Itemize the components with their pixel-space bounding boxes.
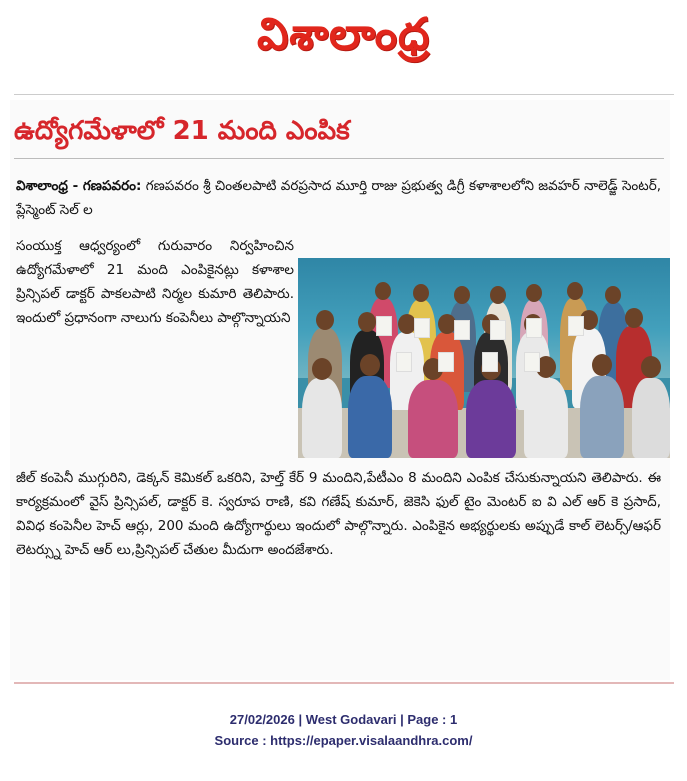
clipped-next-article-edge xyxy=(14,682,674,690)
article-text-top: గణపవరం శ్రీ చింతలపాటి వరప్రసాద మూర్తి రాజు ప్రభుత్వ డిగ్రీ కళాశాలలోని జవహర్ నాలెడ్జ్ సెంటర్, ప్లేస్మెంట్ సెల్ ల xyxy=(16,178,661,218)
photo-certificate xyxy=(414,318,430,338)
photo-person-head xyxy=(592,354,612,376)
photo-person-head xyxy=(641,356,661,378)
photo-certificate xyxy=(524,352,540,372)
photo-person-head xyxy=(375,282,391,300)
photo-person xyxy=(466,380,516,458)
group-photo xyxy=(298,258,670,458)
photo-person-head xyxy=(312,358,332,380)
footer-source-link[interactable]: Source : https://epaper.visalaandhra.com/ xyxy=(214,733,473,748)
article-headline: ఉద్యోగమేళాలో 21 మంది ఎంపిక xyxy=(14,116,350,146)
photo-person-head xyxy=(605,286,621,304)
photo-certificate xyxy=(482,352,498,372)
footer-dateline: 27/02/2026 | West Godavari | Page : 1 xyxy=(229,712,458,727)
photo-person-head xyxy=(413,284,429,302)
article-paragraph-top xyxy=(16,174,661,226)
photo-person-head xyxy=(567,282,583,300)
photo-certificate xyxy=(376,316,392,336)
photo-person-head xyxy=(316,310,334,330)
photo-person-head xyxy=(358,312,376,332)
photo-person xyxy=(302,378,342,458)
newspaper-logo: విశాలాంధ్ర xyxy=(256,9,431,60)
photo-certificate xyxy=(438,352,454,372)
photo-person xyxy=(524,378,568,458)
photo-person-head xyxy=(360,354,380,376)
photo-person-head xyxy=(490,286,506,304)
photo-person xyxy=(348,376,392,458)
photo-person xyxy=(580,376,624,458)
photo-certificate xyxy=(490,320,506,340)
photo-certificate xyxy=(454,320,470,340)
photo-person-head xyxy=(526,284,542,302)
photo-person-head xyxy=(454,286,470,304)
photo-certificate xyxy=(526,318,542,338)
article-paragraph-bottom: జీల్ కంపెనీ ముగ్గురిని, డెక్కన్ కెమికల్ ఒకరిని, హెల్త్ కేర్ 9 మందిని,పేటీఎం 8 మందిని ఎంపిక చేసుకున్నాయని తెలిపారు. ఈ కార్యక్రమంలో వైస్ ప్రిన్సిపల్, డాక్టర్ కె. స్వరూప రాణి, కవి గణేష్ కుమార్, జెకెసి ఫుల్ టైం మెంటర్ ఐ వి ఎల్ ఆర్ కె ప్రసాద్, వివిధ కంపెనీల హెచ్ ఆర్లు, 200 మంది ఉద్యోగార్థులు ఇందులో పాల్గొన్నారు. ఎంపికైన అభ్యర్థులకు అప్పుడే కాల్ లెటర్స్/ఆఫర్ లెటర్స్ను హెచ్ ఆర్ లు,ప్రిన్సిపల్ చేతుల మీదుగా అందజేశారు. xyxy=(16,470,661,558)
divider xyxy=(14,158,664,159)
article-paragraph-left: సంయుక్త ఆధ్వర్యంలో గురువారం నిర్వహించిన ఉద్యోగమేళాలో 21 మంది ఎంపికైనట్లు కళాశాల ప్రిన్సిపల్ డాక్టర్ పాకలపాటి నిర్మల కుమారి తెలిపారు. ఇందులో ప్రధానంగా నాలుగు కంపెనీలు పాల్గొన్నాయని xyxy=(16,238,294,326)
photo-person xyxy=(632,378,670,458)
photo-person xyxy=(408,380,458,458)
photo-certificate xyxy=(568,316,584,336)
masthead xyxy=(0,0,687,72)
article-byline: విశాలాంధ్ర - గణపవరం: xyxy=(16,178,142,194)
news-article xyxy=(10,100,670,680)
photo-certificate xyxy=(396,352,412,372)
clipped-previous-article-strip xyxy=(14,80,674,95)
photo-person-head xyxy=(625,308,643,328)
